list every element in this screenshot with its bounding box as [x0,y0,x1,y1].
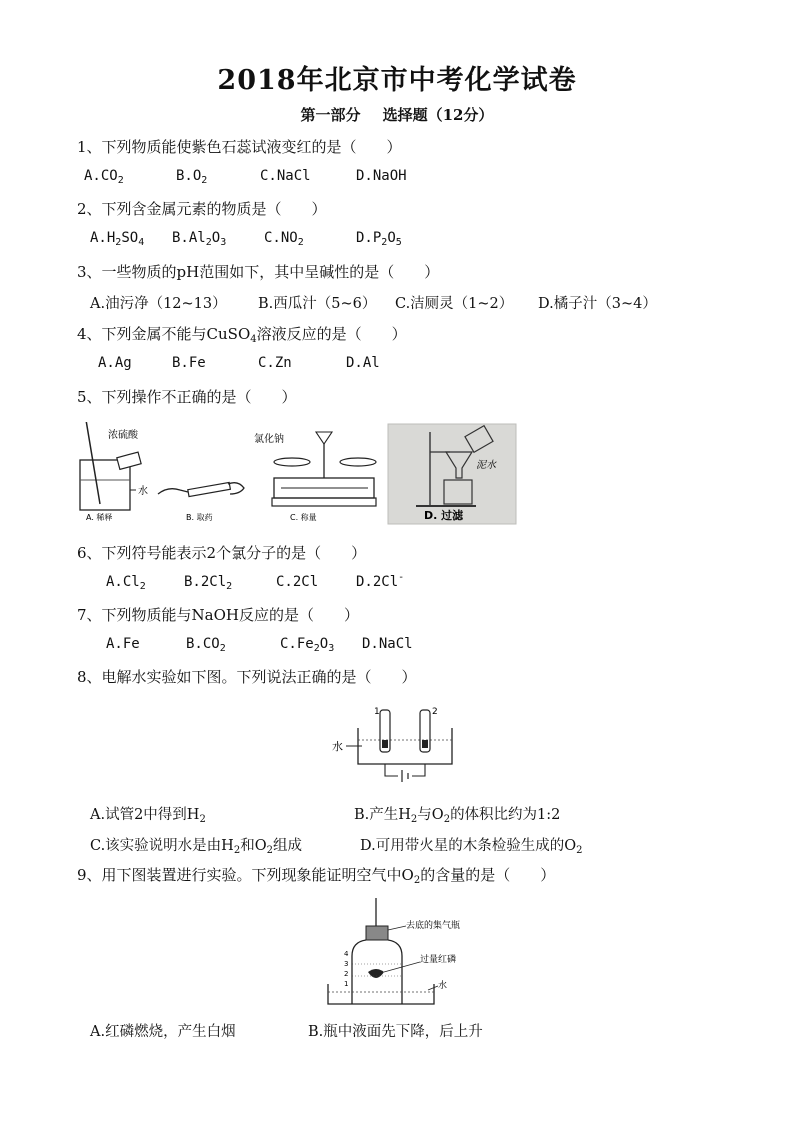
svg-text:水: 水 [438,981,448,991]
svg-text:1: 1 [344,980,349,988]
option-d: D.橘子汁（3~4） [538,296,657,312]
option-a: $A.H_2SO_4$ [90,230,145,248]
question-9-option-a: A.红磷燃烧，产生白烟 [90,1024,236,1040]
option-a: $A.Cl_2$ [106,574,146,592]
question-8-stem: 8、电解水实验如下图。下列说法正确的是（ ） [77,668,417,686]
section-heading [0,104,794,125]
option-b: $B.CO_2$ [186,636,226,654]
option-b: $B.Al_2O_3$ [172,230,227,248]
svg-text:4: 4 [344,950,349,958]
question-8-figure [330,700,460,788]
option-d: D.NaOH [356,168,407,184]
question-6-stem: 6、下列符号能表示2个氯分子的是（ ） [77,544,367,562]
question-7-stem: 7、下列物质能与NaOH反应的是（ ） [77,606,359,624]
option-c: C.Zn [258,355,292,371]
section-name: 选择题（12分） [382,106,494,124]
svg-text:1: 1 [374,707,380,717]
option-b: B.西瓜汁（5~6） [258,296,377,312]
question-8-option-c: C.该实验说明水是由$H_2$和$O_2$组成 [90,838,302,856]
svg-text:C. 称量: C. 称量 [290,513,317,522]
option-c: C.洁厕灵（1~2） [395,296,514,312]
svg-text:2: 2 [344,970,349,978]
option-b: $B.O_2$ [176,168,208,186]
option-b: $B.2Cl_2$ [184,574,233,592]
svg-text:水: 水 [138,486,148,497]
question-8-option-b: B.产生$H_2$与$O_2$的体积比约为1:2 [354,807,561,825]
question-4-stem: 4、下列金属不能与CuSO$_4$溶液反应的是（ ） [77,325,407,345]
question-1-stem: 1、下列物质能使紫色石蕊试液变红的是（ ） [77,138,402,156]
option-a: $A.CO_2$ [84,168,124,186]
svg-text:3: 3 [344,960,349,968]
option-b: B.Fe [172,355,206,371]
option-d: D.2Cl- [356,572,405,590]
option-c: $C.NO_2$ [264,230,304,248]
svg-text:浓硫酸: 浓硫酸 [108,430,138,441]
section-part: 第一部分 [300,106,361,124]
option-a: A.Ag [98,355,132,371]
svg-text:D. 过滤: D. 过滤 [424,509,464,522]
option-c: $C.Fe_2O_3$ [280,636,335,654]
option-d: $D.P_2O_5$ [356,230,402,248]
svg-text:2: 2 [432,707,438,717]
option-d: D.Al [346,355,380,371]
question-9-option-b: B.瓶中液面先下降，后上升 [308,1024,483,1040]
svg-text:泥水: 泥水 [476,460,496,471]
figure-b-reagent [158,482,244,522]
question-9-stem: 9、用下图装置进行实验。下列现象能证明空气中$O_2$的含量的是（ ） [77,866,556,886]
figure-c-balance [254,432,376,522]
option-d: D.NaCl [362,636,413,652]
figure-a-dilution [80,422,148,522]
svg-text:过量红磷: 过量红磷 [420,955,457,965]
option-a: A.油污净（12~13） [90,296,227,312]
svg-text:去底的集气瓶: 去底的集气瓶 [406,921,461,931]
question-8-option-d: D.可用带火星的木条检验生成的$O_2$ [360,838,583,856]
svg-text:水: 水 [332,740,343,753]
option-c: C.NaCl [260,168,311,184]
question-5-stem: 5、下列操作不正确的是（ ） [77,388,297,406]
svg-text:B. 取药: B. 取药 [186,513,213,522]
question-5-figures [76,422,521,526]
option-a: A.Fe [106,636,140,652]
svg-text:氯化钠: 氯化钠 [254,434,284,445]
svg-text:A. 稀释: A. 稀释 [86,513,113,522]
question-9-figure [322,896,472,1008]
figure-d-filtration [388,424,516,524]
page-title: 2018年北京市中考化学试卷 [217,65,577,96]
question-8-option-a: A.试管2中得到$H_2$ [90,807,206,825]
question-3-stem: 3、一些物质的pH范围如下，其中呈碱性的是（ ） [77,263,440,281]
question-2-stem: 2、下列含金属元素的物质是（ ） [77,200,327,218]
option-c: C.2Cl [276,574,319,590]
